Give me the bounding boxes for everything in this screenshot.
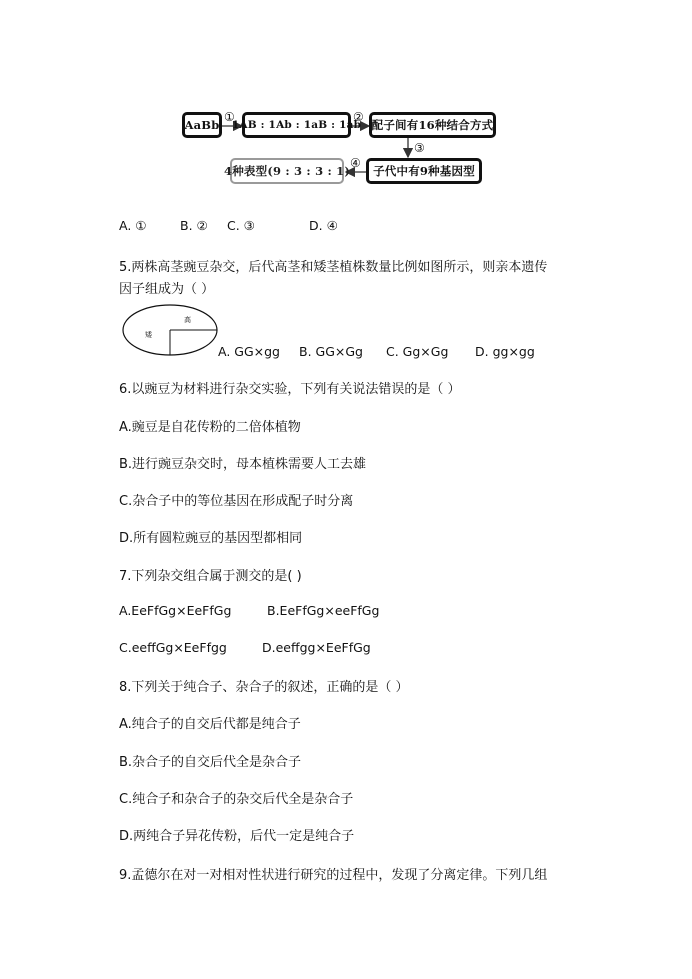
q8-option-d: D.两纯合子异花传粉，后代一定是纯合子 [119, 829, 355, 844]
q6-option-a: A.豌豆是自花传粉的二倍体植物 [119, 420, 301, 435]
q7-stem: 7.下列杂交组合属于测交的是( ) [119, 569, 302, 584]
node-phenotypes: 4种表型(9 : 3 : 3 : 1) [230, 158, 344, 184]
q6-option-c: C.杂合子中的等位基因在形成配子时分离 [119, 494, 354, 509]
q7-option-d: D.eeffgg×EeFfGg [262, 640, 371, 655]
step-label-1: ① [224, 110, 235, 124]
q8-option-c: C.纯合子和杂合子的杂交后代全是杂合子 [119, 792, 354, 807]
q5-option-b: B. GG×Gg [299, 344, 363, 359]
q7-option-b: B.EeFfGg×eeFfGg [267, 603, 380, 618]
q6-stem: 6.以豌豆为材料进行杂交实验，下列有关说法错误的是（ ） [119, 382, 461, 397]
q5-pie-chart [121, 304, 221, 358]
q8-option-a: A.纯合子的自交后代都是纯合子 [119, 717, 301, 732]
q4-option-a: A. ① [119, 218, 147, 233]
q5-option-d: D. gg×gg [475, 344, 535, 359]
pie-label-tall: 高 [184, 316, 191, 324]
q8-stem: 8.下列关于纯合子、杂合子的叙述，正确的是（ ） [119, 680, 409, 695]
q6-option-d: D.所有圆粒豌豆的基因型都相同 [119, 531, 303, 546]
q6-option-b: B.进行豌豆杂交时，母本植株需要人工去雄 [119, 457, 367, 472]
q5-stem-line2: 因子组成为（ ） [119, 282, 215, 297]
q8-option-b: B.杂合子的自交后代全是杂合子 [119, 755, 302, 770]
pie-label-short: 矮 [145, 331, 152, 339]
node-genotypes: 子代中有9种基因型 [366, 158, 482, 184]
step-label-3: ③ [414, 141, 425, 155]
step-label-2: ② [353, 110, 364, 124]
q4-option-c: C. ③ [227, 218, 255, 233]
node-gametes: 1AB : 1Ab : 1aB : 1ab [242, 112, 351, 138]
step-label-4: ④ [350, 156, 361, 170]
q9-stem: 9.孟德尔在对一对相对性状进行研究的过程中，发现了分离定律。下列几组 [119, 868, 548, 883]
q4-option-b: B. ② [180, 218, 208, 233]
node-combinations: 配子间有16种结合方式 [369, 112, 496, 138]
q4-option-d: D. ④ [309, 218, 338, 233]
q7-option-a: A.EeFfGg×EeFfGg [119, 603, 232, 618]
q7-option-c: C.eeffGg×EeFfgg [119, 640, 227, 655]
q5-option-a: A. GG×gg [218, 344, 280, 359]
q5-stem-line1: 5.两株高茎豌豆杂交，后代高茎和矮茎植株数量比例如图所示，则亲本遗传 [119, 260, 548, 275]
q5-option-c: C. Gg×Gg [386, 344, 449, 359]
node-aabb: AaBb [182, 112, 222, 138]
